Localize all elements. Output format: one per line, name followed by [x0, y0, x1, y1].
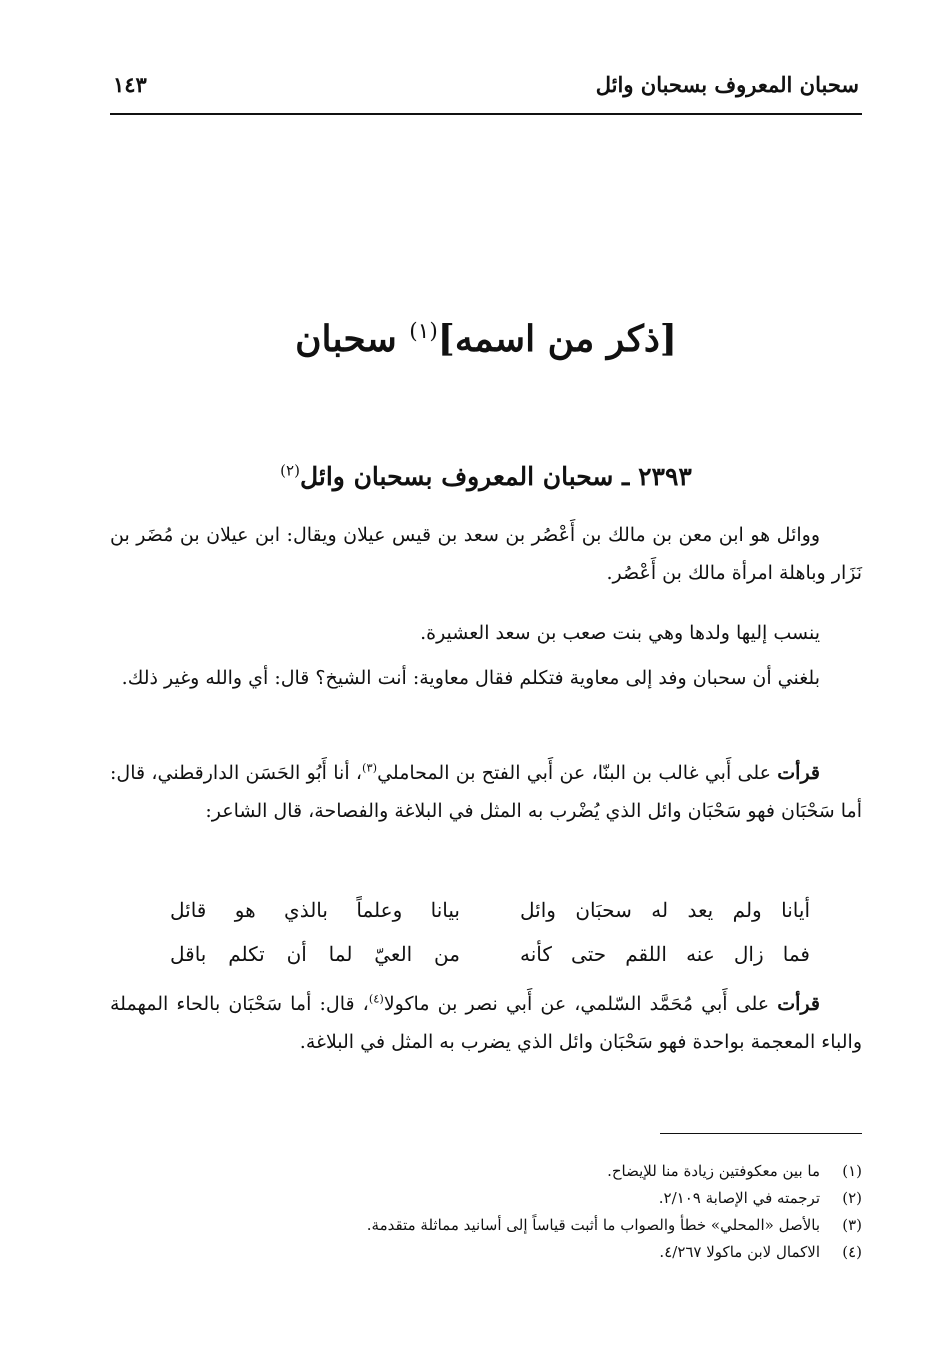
narration-lead-word: قرأت: [777, 993, 820, 1015]
verse-first-hemistich: أيانا ولم يعد له سحبَان وائل: [520, 898, 810, 922]
paragraph-narration-daraqutni: [110, 754, 862, 830]
footnote-item: [92, 1212, 862, 1239]
footnote-number: (٢): [842, 1189, 862, 1207]
section-title: [110, 318, 862, 360]
running-head: سحبان المعروف بسحبان وائل: [595, 72, 859, 97]
verse-second-hemistich: بيانا وعلماً بالذي هو قائل: [170, 898, 460, 922]
footnote-number: (٤): [842, 1243, 862, 1261]
paragraph-lineage: ووائل هو ابن معن بن مالك بن أَعْصُر بن سعد بن قيس عيلان ويقال: ابن عيلان بن مُضَر بن نَزَار وباهلة امرأة مالك بن أَعْصُر.: [110, 524, 862, 584]
narration-text: على أَبي مُحَمَّد السّلمي، عن أَبي نصر بن ماكولا: [383, 993, 778, 1015]
section-title-text: [ذكر من اسمه]: [437, 318, 677, 360]
entry-title-text: ٢٣٩٣ ـ سحبان المعروف بسحبان وائل: [299, 462, 692, 491]
poem-verse: [170, 888, 810, 932]
narration-text: على أَبي غالب بن البنّا، عن أَبي الفتح بن المحاملي: [377, 762, 778, 784]
paragraph-narration-makula: [110, 985, 862, 1061]
footnote-marker[interactable]: (٣): [362, 760, 378, 775]
verse-first-hemistich: فما زال عنه اللقم حتى كأنه: [520, 942, 810, 966]
footnote-number: (١): [842, 1162, 862, 1180]
poem: [170, 888, 810, 976]
footnote-rule: [660, 1133, 862, 1134]
footnote-marker[interactable]: (١): [409, 319, 438, 344]
verse-second-hemistich: من العيّ لما أن تكلم باقل: [170, 942, 460, 966]
entry-title: [110, 462, 862, 491]
narration-lead-word: قرأت: [777, 762, 821, 784]
footnote-item: [92, 1185, 862, 1212]
footnote-number: (٣): [842, 1216, 862, 1234]
footnote-marker[interactable]: (٢): [280, 461, 300, 480]
header-rule: [110, 113, 862, 115]
narration-text: ، أنا أَبُو الحَسَن الدارقطني، قال: أما سَحْبَان فهو سَحْبَان وائل الذي يُضْرب به المثل في البلاغة والفصاحة، قال الشاعر:: [110, 762, 862, 822]
footnote-text: ما بين معكوفتين زيادة منا للإيضاح.: [607, 1162, 820, 1180]
footnotes: [92, 1158, 862, 1266]
footnote-text: بالأصل «المحلي» خطأ والصواب ما أثبت قياساً إلى أسانيد مماثلة متقدمة.: [366, 1216, 820, 1234]
footnote-item: [92, 1158, 862, 1185]
narration-text: ، قال: أما سَحْبَان بالحاء المهملة والباء المعجمة بواحدة فهو سَحْبَان وائل الذي يضرب به المثل في البلاغة.: [110, 993, 862, 1053]
section-title-name: سحبان: [295, 318, 410, 360]
footnote-marker[interactable]: (٤): [368, 991, 384, 1006]
footnote-text: ترجمته في الإصابة ٢/١٠٩.: [658, 1189, 820, 1207]
page-number: ١٤٣: [113, 72, 147, 97]
footnote-item: [92, 1239, 862, 1266]
poem-verse: [170, 932, 810, 976]
footnote-text: الاكمال لابن ماكولا ٤/٢٦٧.: [659, 1243, 820, 1261]
paragraph-bahila: ينسب إليها ولدها وهي بنت صعب بن سعد العشيرة.: [420, 622, 820, 644]
paragraph-muawiya: بلغني أن سحبان وفد إلى معاوية فتكلم فقال معاوية: أنت الشيخ؟ قال: أي والله وغير ذلك.: [121, 667, 820, 689]
